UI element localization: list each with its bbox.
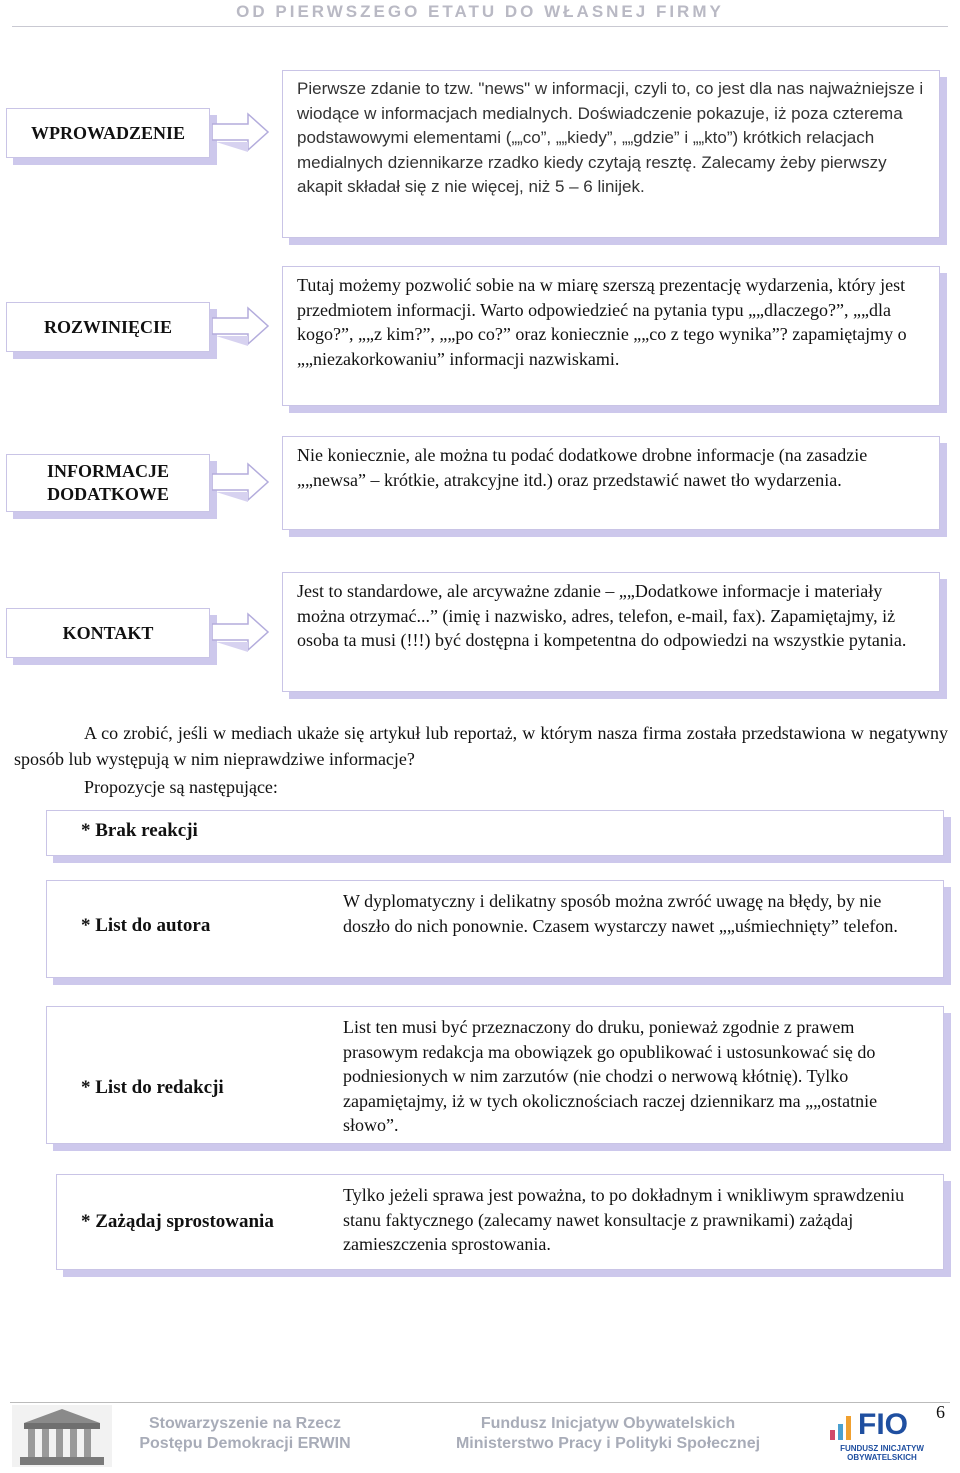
question-paragraph: A co zrobić, jeśli w mediach ukaże się artykuł lub reportaż, w którym nasza firma została przedstawiona w negatywny sposób lub występują w nim nieprawdziwe informacje?: [14, 723, 948, 769]
proposals-intro: Propozycje są następujące:: [84, 777, 278, 797]
page-number: 6: [936, 1402, 945, 1422]
proposal-text: W dyplomatyczny i delikatny sposób można zwróć uwagę na błędy, by nie doszło do nich ponownie. Czasem wystarczy nawet „„uśmiechnięty” telefon.: [343, 891, 898, 936]
section-text-kontakt: [282, 572, 940, 692]
bars-icon: [828, 1412, 856, 1442]
proposal-label: * Brak reakcji: [81, 820, 198, 841]
footer-right-line2: Ministerstwo Pracy i Polityki Społecznej: [455, 1435, 761, 1452]
footer-divider: [10, 1402, 950, 1403]
fio-logo: [828, 1408, 936, 1466]
section-label-informacje-dodatkowe: [6, 454, 210, 512]
section-text: Pierwsze zdanie to tzw. "news" w informacji, czyli to, co jest dla nas najważniejsze i wiodące w informacjach medialnych. Doświadczenie pokazuje, iż poza czterema podstawowymi elementami („„co”, „„kiedy”, „„gdzie” i „„kto”) krótkich relacjach medialnych dziennikarze rzadko kiedy czytają resztę. Zalecamy żeby pierwszy akapit składał się z nie więcej, niż 5 – 6 linijek.: [297, 79, 924, 196]
section-text: Tutaj możemy pozwolić sobie na w miarę szerszą prezentację wydarzenia, który jest przedmiotem informacji. Warto odpowiedzieć na pytania typu „„dlaczego?”, „„dla kogo?”, „„z kim?”, „„po co?” oraz koniecznie „„co z tego wynika”? zapamiętajmy o „„niezakorkowaniu” informacji nazwiskami.: [297, 275, 907, 369]
footer-left-line2: Postępu Demokracji ERWIN: [139, 1435, 351, 1452]
section-text-rozwiniecie: [282, 266, 940, 406]
proposal-label: * Zażądaj sprostowania: [81, 1211, 274, 1232]
page-header-title: OD PIERWSZEGO ETATU DO WŁASNEJ FIRMY: [236, 2, 724, 21]
section-text-informacje-dodatkowe: [282, 436, 940, 530]
header-divider: [12, 26, 948, 27]
proposal-row: [46, 1006, 944, 1144]
footer-left-text: [112, 1414, 378, 1454]
arrow-right-icon: [212, 460, 270, 504]
section-label-wprowadzenie: WPROWADZENIE: [6, 108, 210, 158]
logo-text: FIO: [858, 1408, 908, 1441]
proposal-label: * List do redakcji: [81, 1077, 224, 1098]
section-label-kontakt: KONTAKT: [6, 608, 210, 658]
proposal-text: List ten musi być przeznaczony do druku, ponieważ zgodnie z prawem prasowym redakcja ma obowiązek go opublikować i ustosunkować się do podniesionych w nim zarzutów (nie chodzi o nerwową kłótnię). Tylko zapamiętajmy, iż w tych okolicznościach raczej dziennikarz ma „„ostatnie słowo”.: [343, 1017, 878, 1135]
arrow-right-icon: [212, 110, 270, 154]
proposal-row: [56, 1174, 944, 1270]
footer-left-line1: Stowarzyszenie na Rzecz: [148, 1415, 342, 1432]
section-label-text: INFORMACJE DODATKOWE: [47, 461, 169, 504]
arrow-right-icon: [212, 610, 270, 654]
proposal-label: * List do autora: [81, 915, 211, 936]
proposal-row: [46, 810, 944, 856]
section-text: Jest to standardowe, ale arcyważne zdanie – „„Dodatkowe informacje i materiały można otrzymać...” (imię i nazwisko, adres, telefon, e-mail, fax). Zapamiętajmy, iż osoba ta musi (!!!) być dostępna i kompetentna do odpowiedzi na wszystkie pytania.: [297, 581, 907, 650]
logo-subtext: FUNDUSZ INICJATYW OBYWATELSKICH: [840, 1444, 924, 1462]
proposal-row: [46, 880, 944, 978]
temple-logo-icon: [12, 1405, 112, 1467]
section-text: Nie koniecznie, ale można tu podać dodatkowe drobne informacje (na zasadzie „„newsa” – krótkie, atrakcyjne itd.) oraz przedstawić nawet tło wydarzenia.: [297, 445, 868, 490]
footer-right-text: [426, 1414, 790, 1454]
arrow-right-icon: [212, 304, 270, 348]
section-label-rozwiniecie: ROZWINIĘCIE: [6, 302, 210, 352]
section-text-wprowadzenie: [282, 70, 940, 238]
footer-right-line1: Fundusz Inicjatyw Obywatelskich: [480, 1415, 736, 1432]
proposal-text: Tylko jeżeli sprawa jest poważna, to po dokładnym i wnikliwym sprawdzeniu stanu faktycznego (zalecamy nawet konsultacje z prawnikami) zażądaj zamieszczenia sprostowania.: [343, 1185, 905, 1254]
